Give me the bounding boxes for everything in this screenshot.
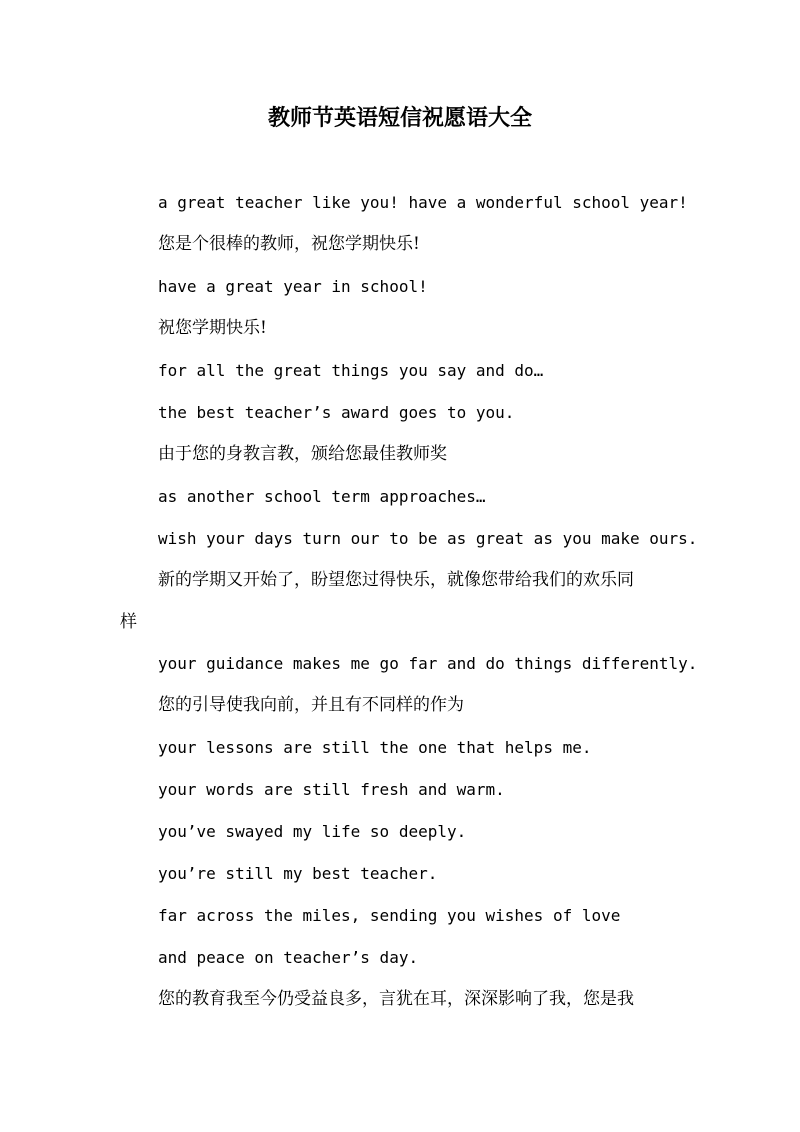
text-line: your lessons are still the one that helps me. (158, 738, 592, 757)
page-title: 教师节英语短信祝愿语大全 (267, 105, 532, 131)
text-line: 您的教育我至今仍受益良多，言犹在耳，深深影响了我，您是我 (158, 989, 634, 1009)
text-line: the best teacher’s award goes to you. (158, 403, 515, 422)
text-line: 新的学期又开始了，盼望您过得快乐，就像您带给我们的欢乐同 (158, 570, 634, 590)
text-line: 祝您学期快乐! (158, 318, 267, 338)
text-line: have a great year in school! (158, 277, 428, 296)
text-line: 您是个很棒的教师，祝您学期快乐! (158, 234, 420, 254)
text-line: 样 (120, 612, 137, 632)
text-line: as another school term approaches… (158, 487, 486, 506)
text-line: wish your days turn our to be as great as you make ours. (158, 529, 698, 548)
text-line: you’ve swayed my life so deeply. (158, 822, 467, 841)
text-line: you’re still my best teacher. (158, 864, 438, 883)
text-line: your words are still fresh and warm. (158, 780, 505, 799)
text-line: 由于您的身教言教，颁给您最佳教师奖 (158, 444, 447, 464)
text-line: far across the miles, sending you wishes of love (158, 906, 621, 925)
text-line: for all the great things you say and do… (158, 361, 544, 380)
text-line: a great teacher like you! have a wonderful school year! (158, 193, 688, 212)
text-line: and peace on teacher’s day. (158, 948, 419, 967)
text-line: 您的引导使我向前，并且有不同样的作为 (158, 695, 464, 715)
text-line: your guidance makes me go far and do things differently. (158, 654, 698, 673)
